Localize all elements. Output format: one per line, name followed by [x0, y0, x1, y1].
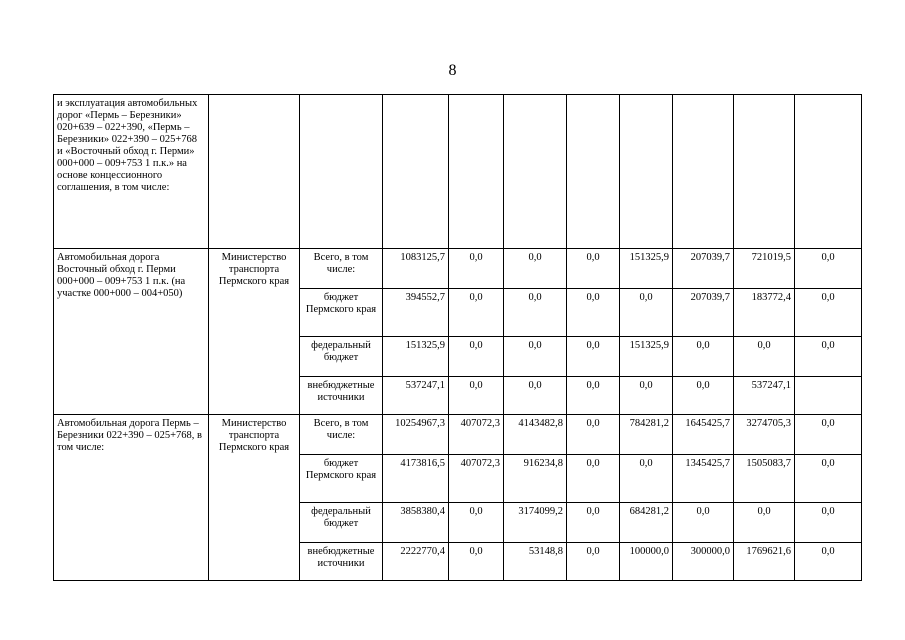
- amount-cell: 0,0: [734, 337, 795, 377]
- object-title: Автомобильная дорога Восточный обход г. Перми 000+000 – 009+753 1 п.к. (на участке 000+000 – 004+050): [54, 249, 209, 415]
- amount-cell: 0,0: [673, 337, 734, 377]
- amount-cell: 3858380,4: [383, 503, 449, 543]
- amount-cell: 0,0: [620, 455, 673, 503]
- empty-cell: [567, 95, 620, 249]
- amount-cell: 4173816,5: [383, 455, 449, 503]
- amount-cell: 0,0: [449, 249, 504, 289]
- amount-cell: 2222770,4: [383, 543, 449, 581]
- amount-cell: 0,0: [449, 289, 504, 337]
- amount-cell: 183772,4: [734, 289, 795, 337]
- amount-cell: 0,0: [795, 455, 862, 503]
- amount-cell: 151325,9: [620, 249, 673, 289]
- amount-cell: 0,0: [795, 337, 862, 377]
- amount-cell: 407072,3: [449, 455, 504, 503]
- amount-cell: 1645425,7: [673, 415, 734, 455]
- amount-cell: 207039,7: [673, 249, 734, 289]
- amount-cell: 684281,2: [620, 503, 673, 543]
- amount-cell: 1345425,7: [673, 455, 734, 503]
- amount-cell: 0,0: [567, 289, 620, 337]
- amount-cell: [795, 377, 862, 415]
- page-number: 8: [448, 62, 457, 79]
- amount-cell: 0,0: [567, 455, 620, 503]
- amount-cell: 0,0: [795, 289, 862, 337]
- amount-cell: 0,0: [620, 289, 673, 337]
- amount-cell: 300000,0: [673, 543, 734, 581]
- budget-table: [53, 94, 862, 581]
- table-row: [54, 249, 862, 289]
- funding-source: внебюджетные источники: [300, 377, 383, 415]
- empty-cell: [795, 95, 862, 249]
- funding-source: бюджет Пермского края: [300, 455, 383, 503]
- amount-cell: 53148,8: [504, 543, 567, 581]
- responsible-party: Министерство транспорта Пермского края: [209, 415, 300, 581]
- amount-cell: 394552,7: [383, 289, 449, 337]
- amount-cell: 721019,5: [734, 249, 795, 289]
- amount-cell: 0,0: [795, 415, 862, 455]
- amount-cell: 916234,8: [504, 455, 567, 503]
- empty-cell: [300, 95, 383, 249]
- amount-cell: 784281,2: [620, 415, 673, 455]
- responsible-party: Министерство транспорта Пермского края: [209, 249, 300, 415]
- table-row: [54, 415, 862, 455]
- amount-cell: 3174099,2: [504, 503, 567, 543]
- funding-source: бюджет Пермского края: [300, 289, 383, 337]
- table-row: [54, 95, 862, 249]
- amount-cell: 0,0: [567, 543, 620, 581]
- amount-cell: 537247,1: [383, 377, 449, 415]
- amount-cell: 0,0: [567, 415, 620, 455]
- empty-cell: [209, 95, 300, 249]
- amount-cell: 3274705,3: [734, 415, 795, 455]
- funding-source: федеральный бюджет: [300, 337, 383, 377]
- empty-cell: [673, 95, 734, 249]
- amount-cell: 4143482,8: [504, 415, 567, 455]
- amount-cell: 0,0: [795, 543, 862, 581]
- empty-cell: [383, 95, 449, 249]
- amount-cell: 0,0: [504, 249, 567, 289]
- empty-cell: [620, 95, 673, 249]
- amount-cell: 100000,0: [620, 543, 673, 581]
- amount-cell: 1083125,7: [383, 249, 449, 289]
- amount-cell: 0,0: [504, 337, 567, 377]
- empty-cell: [734, 95, 795, 249]
- amount-cell: 0,0: [567, 249, 620, 289]
- amount-cell: 0,0: [620, 377, 673, 415]
- amount-cell: 0,0: [449, 377, 504, 415]
- funding-source: внебюджетные источники: [300, 543, 383, 581]
- amount-cell: 151325,9: [620, 337, 673, 377]
- table-body: [54, 95, 862, 581]
- amount-cell: 0,0: [449, 503, 504, 543]
- empty-cell: [504, 95, 567, 249]
- amount-cell: 407072,3: [449, 415, 504, 455]
- funding-source: Всего, в том числе:: [300, 415, 383, 455]
- amount-cell: 0,0: [673, 377, 734, 415]
- amount-cell: 0,0: [673, 503, 734, 543]
- amount-cell: 0,0: [504, 289, 567, 337]
- amount-cell: 151325,9: [383, 337, 449, 377]
- amount-cell: 1769621,6: [734, 543, 795, 581]
- amount-cell: 0,0: [567, 337, 620, 377]
- amount-cell: 1505083,7: [734, 455, 795, 503]
- amount-cell: 537247,1: [734, 377, 795, 415]
- amount-cell: 10254967,3: [383, 415, 449, 455]
- funding-source: Всего, в том числе:: [300, 249, 383, 289]
- amount-cell: 0,0: [795, 503, 862, 543]
- continuation-text: и эксплуатация автомобильных дорог «Пермь – Березники» 020+639 – 022+390, «Пермь – Березники» 022+390 – 025+768 и «Восточный обход г. Перми» 000+000 – 009+753 1 п.к.» на основе концессионного соглашения, в том числе:: [54, 95, 209, 249]
- amount-cell: 0,0: [449, 543, 504, 581]
- amount-cell: 0,0: [734, 503, 795, 543]
- amount-cell: 0,0: [567, 503, 620, 543]
- amount-cell: 0,0: [504, 377, 567, 415]
- amount-cell: 0,0: [567, 377, 620, 415]
- object-title: Автомобильная дорога Пермь – Березники 022+390 – 025+768, в том числе:: [54, 415, 209, 581]
- amount-cell: 0,0: [795, 249, 862, 289]
- amount-cell: 207039,7: [673, 289, 734, 337]
- amount-cell: 0,0: [449, 337, 504, 377]
- empty-cell: [449, 95, 504, 249]
- funding-source: федеральный бюджет: [300, 503, 383, 543]
